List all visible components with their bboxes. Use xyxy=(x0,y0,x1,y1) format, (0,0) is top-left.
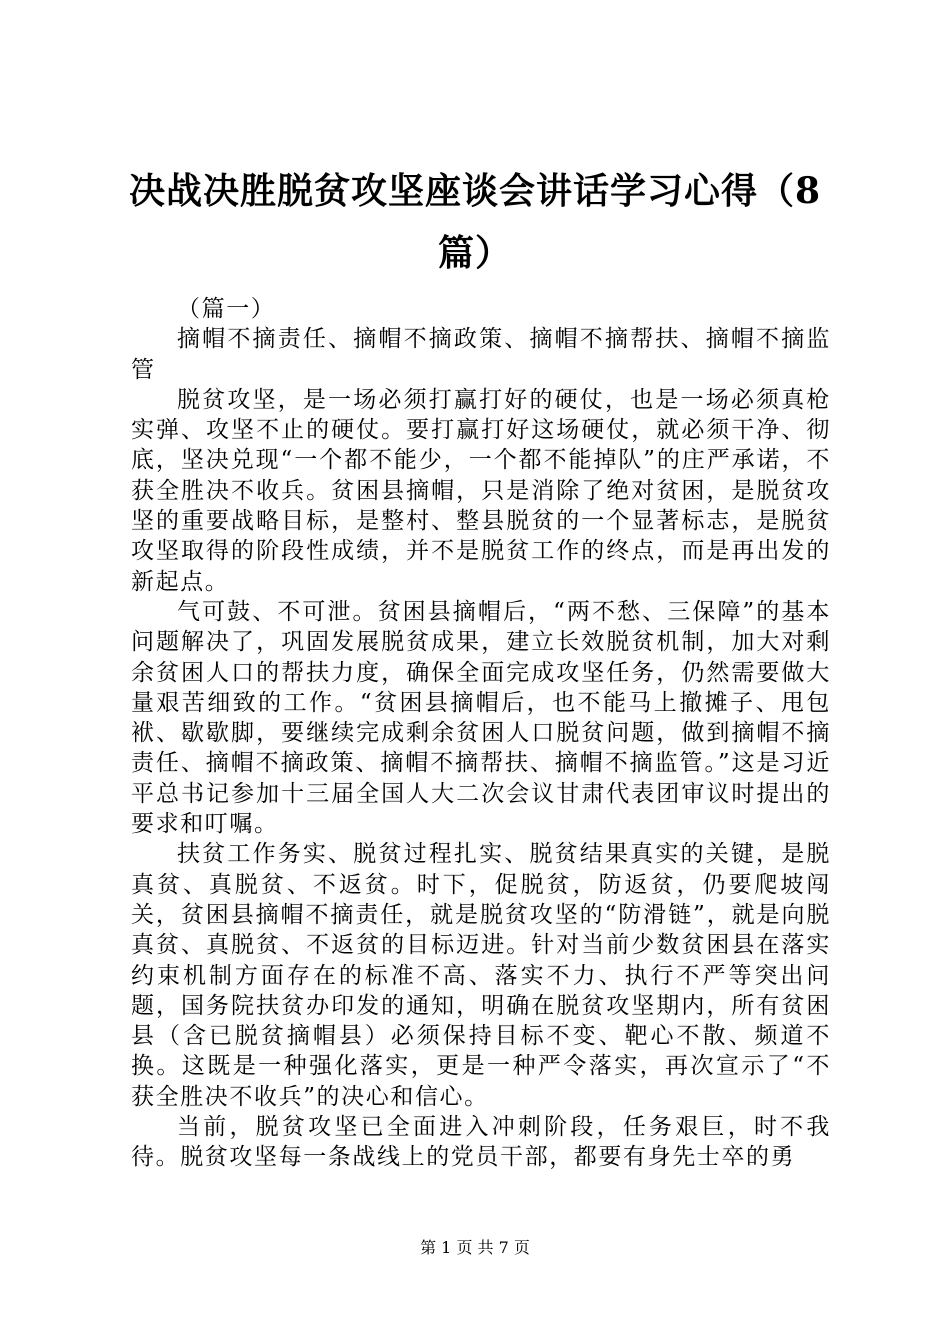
paragraph-4: 扶贫工作务实、脱贫过程扎实、脱贫结果真实的关键，是脱真贫、真脱贫、不返贫。时下，促脱贫，防返贫，仍要爬坡闯关，贫困县摘帽不摘责任，就是脱贫攻坚的“防滑链”，就是向脱真贫、真脱贫、不返贫的目标迈进。针对当前少数贫困县在落实约束机制方面存在的标准不高、落实不力、执行不严等突出问题，国务院扶贫办印发的通知，明确在脱贫攻坚期内，所有贫困县（含已脱贫摘帽县）必须保持目标不变、靶心不散、频道不换。这既是一种强化落实，更是一种严令落实，再次宣示了“不获全胜决不收兵”的决心和信心。 xyxy=(131,841,831,1110)
document-title: 决战决胜脱贫攻坚座谈会讲话学习心得（8篇） xyxy=(128,170,822,274)
section-label: （篇一） xyxy=(177,296,276,322)
paragraph-3: 气可鼓、不可泄。贫困县摘帽后，“两不愁、三保障”的基本问题解决了，巩固发展脱贫成果，建立长效脱贫机制，加大对剩余贫困人口的帮扶力度，确保全面完成攻坚任务，仍然需要做大量艰苦细致的工作。“贫困县摘帽后，也不能马上撤摊子、甩包袱、歇歇脚，要继续完成剩余贫困人口脱贫问题，做到摘帽不摘责任、摘帽不摘政策、摘帽不摘帮扶、摘帽不摘监管。”这是习近平总书记参加十三届全国人大二次会议甘肃代表团审议时提出的要求和叮嘱。 xyxy=(131,598,831,838)
paragraph-2: 脱贫攻坚，是一场必须打赢打好的硬仗，也是一场必须真枪实弹、攻坚不止的硬仗。要打赢打好这场硬仗，就必须干净、彻底，坚决兑现“一个都不能少，一个都不能掉队”的庄严承诺，不获全胜决不收兵。贫困县摘帽，只是消除了绝对贫困，是脱贫攻坚的重要战略目标，是整村、整县脱贫的一个显著标志，是脱贫攻坚取得的阶段性成绩，并不是脱贫工作的终点，而是再出发的新起点。 xyxy=(131,386,831,595)
page-footer: 第 1 页 共 7 页 xyxy=(420,1238,530,1257)
paragraph-1: 摘帽不摘责任、摘帽不摘政策、摘帽不摘帮扶、摘帽不摘监管 xyxy=(131,326,831,383)
document-body xyxy=(131,294,831,1173)
paragraph-5: 当前，脱贫攻坚已全面进入冲刺阶段，任务艰巨，时不我待。脱贫攻坚每一条战线上的党员干部，都要有身先士卒的勇 xyxy=(131,1114,831,1171)
